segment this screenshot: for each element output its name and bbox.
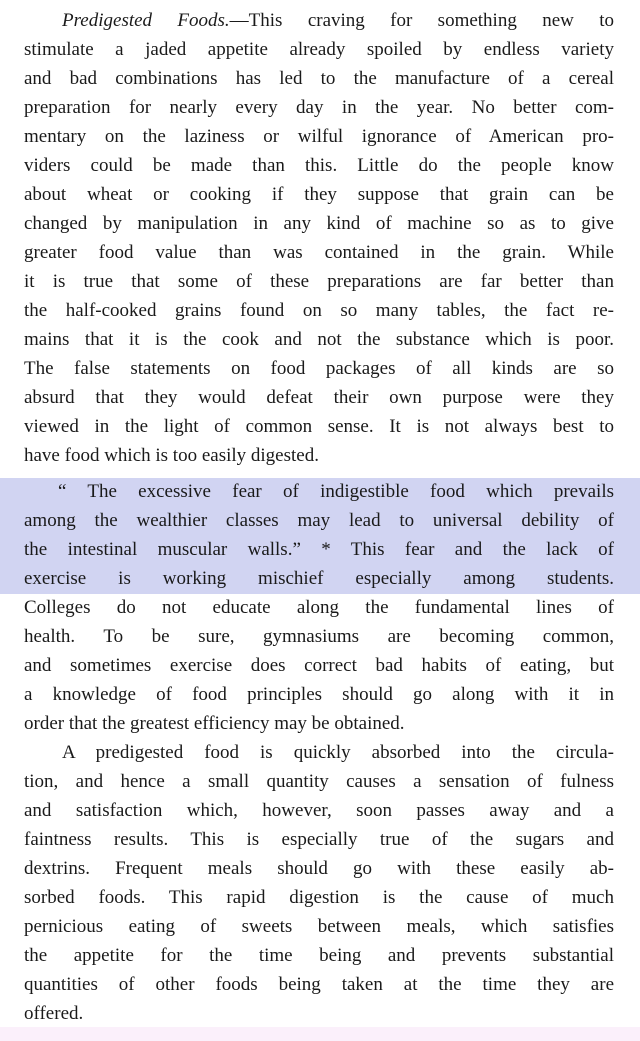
paragraph-1-line-5: mentary on the laziness or wilful ignorance of American pro- [24,126,614,147]
paragraph-3-line-1: A predigested food is quickly absorbed into the circula- [62,742,614,763]
paragraph-1-line-10: it is true that some of these preparations are far better than [24,271,614,292]
paragraph-2-line-7: and sometimes exercise does correct bad habits of eating, but [24,655,614,676]
paragraph-2-line-6: health. To be sure, gymnasiums are becoming common, [24,626,614,647]
paragraph-1-line-16: have food which is too easily digested. [24,445,319,466]
paragraph-3-line-8: the appetite for the time being and prevents substantial [24,945,614,966]
paragraph-1-line-9: greater food value than was contained in the grain. While [24,242,614,263]
paragraph-2-line-2: among the wealthier classes may lead to universal debility of [24,510,614,531]
paragraph-3-line-4: faintness results. This is especially true of the sugars and [24,829,614,850]
paragraph-2-line-4: exercise is working mischief especially among students. [24,568,614,589]
paragraph-1-line-8: changed by manipulation in any kind of machine so as to give [24,213,614,234]
paragraph-1-line-11: the half-cooked grains found on so many tables, the fact re- [24,300,614,321]
paragraph-3-line-5: dextrins. Frequent meals should go with these easily ab- [24,858,614,879]
paragraph-1-line-3: and bad combinations has led to the manufacture of a cereal [24,68,614,89]
paragraph-1-line-6: viders could be made than this. Little do the people know [24,155,614,176]
paragraph-3-line-6: sorbed foods. This rapid digestion is the cause of much [24,887,614,908]
paragraph-1-line-15: viewed in the light of common sense. It is not always best to [24,416,614,437]
paragraph-3-line-3: and satisfaction which, however, soon passes away and a [24,800,614,821]
paragraph-3-line-7: pernicious eating of sweets between meals, which satisfies [24,916,614,937]
paragraph-1-line-13: The false statements on food packages of all kinds are so [24,358,614,379]
paragraph-2-line-9: order that the greatest efficiency may be obtained. [24,713,405,734]
section-heading: Predigested Foods. [62,10,230,31]
paragraph-3-line-10: offered. [24,1003,84,1024]
paragraph-3-line-9: quantities of other foods being taken at the time they are [24,974,614,995]
paragraph-1-line-12: mains that it is the cook and not the substance which is poor. [24,329,614,350]
bottom-margin [0,1027,640,1041]
paragraph-1-line-1: Predigested Foods.—This craving for something new to [62,10,614,31]
paragraph-2-line-8: a knowledge of food principles should go along with it in [24,684,614,705]
paragraph-1-line-2: stimulate a jaded appetite already spoiled by endless variety [24,39,614,60]
paragraph-1-line-14: absurd that they would defeat their own purpose were they [24,387,614,408]
paragraph-2-line-3: the intestinal muscular walls.” * This fear and the lack of [24,539,614,560]
paragraph-3-line-2: tion, and hence a small quantity causes a sensation of fulness [24,771,614,792]
paragraph-1-line-7: about wheat or cooking if they suppose that grain can be [24,184,614,205]
paragraph-2-line-5: Colleges do not educate along the fundamental lines of [24,597,614,618]
paragraph-1-line-4: preparation for nearly every day in the year. No better com- [24,97,614,118]
paragraph-2-line-1: “ The excessive fear of indigestible food which prevails [58,481,614,502]
